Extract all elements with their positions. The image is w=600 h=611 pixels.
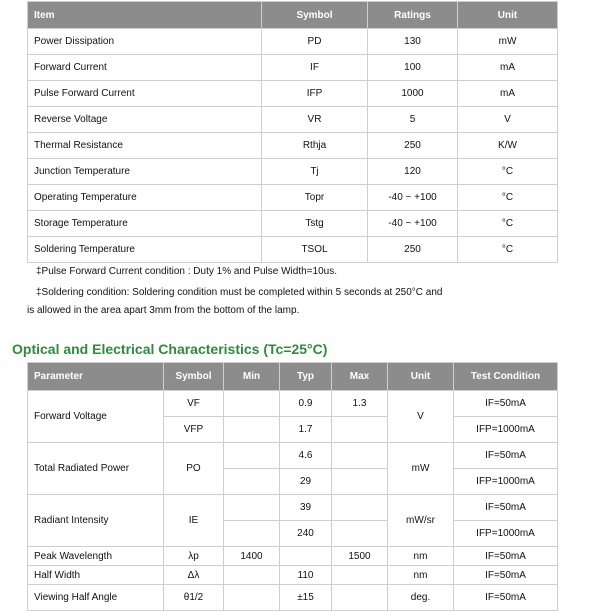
- cell-unit: V: [458, 107, 558, 133]
- cell-typ: 29: [280, 469, 332, 495]
- cell-min: [224, 585, 280, 611]
- cell-parameter: Half Width: [28, 566, 164, 585]
- cell-unit: V: [388, 391, 454, 443]
- table-row: [28, 133, 558, 159]
- cell-parameter: Peak Wavelength: [28, 547, 164, 566]
- cell-rating: 1000: [368, 81, 458, 107]
- table-row: [28, 443, 558, 469]
- cell-symbol: Topr: [262, 185, 368, 211]
- cell-unit: mW: [388, 443, 454, 495]
- cell-typ: [280, 547, 332, 566]
- table-row: [28, 107, 558, 133]
- header-symbol: Symbol: [262, 2, 368, 29]
- cell-symbol: VFP: [164, 417, 224, 443]
- cell-symbol: VF: [164, 391, 224, 417]
- table-row: [28, 185, 558, 211]
- pulse-current-note: ‡Pulse Forward Current condition : Duty 1% and Pulse Width=10us.: [36, 266, 337, 277]
- cell-rating: -40 ~ +100: [368, 211, 458, 237]
- cell-min: [224, 521, 280, 547]
- cell-rating: 250: [368, 237, 458, 263]
- header-symbol: Symbol: [164, 363, 224, 391]
- table-row: [28, 81, 558, 107]
- cell-min: [224, 469, 280, 495]
- cell-unit: deg.: [388, 585, 454, 611]
- cell-typ: 1.7: [280, 417, 332, 443]
- table-row: [28, 566, 558, 585]
- cell-min: [224, 391, 280, 417]
- cell-unit: mW: [458, 29, 558, 55]
- cell-max: [332, 495, 388, 521]
- cell-unit: °C: [458, 237, 558, 263]
- cell-condition: IFP=1000mA: [454, 521, 558, 547]
- cell-unit: nm: [388, 566, 454, 585]
- cell-unit: °C: [458, 185, 558, 211]
- cell-typ: 110: [280, 566, 332, 585]
- cell-symbol: VR: [262, 107, 368, 133]
- table-row: [28, 547, 558, 566]
- section-title: Optical and Electrical Characteristics (Tc=25°C): [12, 341, 328, 357]
- cell-typ: ±15: [280, 585, 332, 611]
- table-row: [28, 237, 558, 263]
- table-header-row: [28, 2, 558, 29]
- cell-condition: IFP=1000mA: [454, 417, 558, 443]
- cell-symbol: IE: [164, 495, 224, 547]
- cell-max: [332, 521, 388, 547]
- soldering-condition-note-continued: is allowed in the area apart 3mm from the bottom of the lamp.: [27, 305, 300, 316]
- optical-electrical-table: [27, 362, 558, 611]
- cell-item: Pulse Forward Current: [28, 81, 262, 107]
- cell-unit: °C: [458, 211, 558, 237]
- cell-unit: mA: [458, 81, 558, 107]
- cell-condition: IF=50mA: [454, 391, 558, 417]
- cell-item: Forward Current: [28, 55, 262, 81]
- header-ratings: Ratings: [368, 2, 458, 29]
- cell-unit: nm: [388, 547, 454, 566]
- header-unit: Unit: [388, 363, 454, 391]
- cell-typ: 4.6: [280, 443, 332, 469]
- table-row: [28, 391, 558, 417]
- cell-symbol: λp: [164, 547, 224, 566]
- cell-parameter: Radiant Intensity: [28, 495, 164, 547]
- soldering-condition-note: ‡Soldering condition: Soldering condition must be completed within 5 seconds at 250°C and: [36, 287, 443, 298]
- cell-item: Junction Temperature: [28, 159, 262, 185]
- cell-symbol: PO: [164, 443, 224, 495]
- cell-item: Storage Temperature: [28, 211, 262, 237]
- cell-min: [224, 417, 280, 443]
- cell-rating: 5: [368, 107, 458, 133]
- table-row: [28, 495, 558, 521]
- table-header-row: [28, 363, 558, 391]
- cell-max: [332, 469, 388, 495]
- header-max: Max: [332, 363, 388, 391]
- cell-unit: mW/sr: [388, 495, 454, 547]
- cell-symbol: Tj: [262, 159, 368, 185]
- header-test-condition: Test Condition: [454, 363, 558, 391]
- cell-min: [224, 443, 280, 469]
- cell-condition: IF=50mA: [454, 566, 558, 585]
- header-item: Item: [28, 2, 262, 29]
- cell-symbol: TSOL: [262, 237, 368, 263]
- cell-parameter: Forward Voltage: [28, 391, 164, 443]
- table-row: [28, 585, 558, 611]
- cell-max: [332, 417, 388, 443]
- cell-max: [332, 585, 388, 611]
- cell-item: Thermal Resistance: [28, 133, 262, 159]
- cell-symbol: IF: [262, 55, 368, 81]
- cell-min: [224, 566, 280, 585]
- cell-max: 1.3: [332, 391, 388, 417]
- cell-unit: K/W: [458, 133, 558, 159]
- cell-typ: 0.9: [280, 391, 332, 417]
- cell-symbol: Δλ: [164, 566, 224, 585]
- table-row: [28, 211, 558, 237]
- cell-symbol: Tstg: [262, 211, 368, 237]
- cell-item: Power Dissipation: [28, 29, 262, 55]
- cell-rating: 130: [368, 29, 458, 55]
- cell-symbol: PD: [262, 29, 368, 55]
- table-row: [28, 29, 558, 55]
- cell-rating: -40 ~ +100: [368, 185, 458, 211]
- cell-unit: mA: [458, 55, 558, 81]
- cell-condition: IF=50mA: [454, 585, 558, 611]
- cell-item: Reverse Voltage: [28, 107, 262, 133]
- cell-condition: IF=50mA: [454, 443, 558, 469]
- cell-typ: 240: [280, 521, 332, 547]
- cell-rating: 250: [368, 133, 458, 159]
- cell-max: [332, 443, 388, 469]
- table-row: [28, 55, 558, 81]
- cell-parameter: Total Radiated Power: [28, 443, 164, 495]
- cell-rating: 120: [368, 159, 458, 185]
- header-min: Min: [224, 363, 280, 391]
- cell-symbol: θ1/2: [164, 585, 224, 611]
- cell-rating: 100: [368, 55, 458, 81]
- cell-symbol: IFP: [262, 81, 368, 107]
- header-unit: Unit: [458, 2, 558, 29]
- cell-max: [332, 566, 388, 585]
- cell-max: 1500: [332, 547, 388, 566]
- cell-condition: IFP=1000mA: [454, 469, 558, 495]
- cell-condition: IF=50mA: [454, 495, 558, 521]
- absolute-ratings-table: [27, 1, 558, 263]
- cell-symbol: Rthja: [262, 133, 368, 159]
- cell-item: Soldering Temperature: [28, 237, 262, 263]
- table-row: [28, 159, 558, 185]
- cell-item: Operating Temperature: [28, 185, 262, 211]
- header-typ: Typ: [280, 363, 332, 391]
- header-parameter: Parameter: [28, 363, 164, 391]
- cell-parameter: Viewing Half Angle: [28, 585, 164, 611]
- cell-typ: 39: [280, 495, 332, 521]
- cell-unit: °C: [458, 159, 558, 185]
- cell-min: [224, 495, 280, 521]
- cell-condition: IF=50mA: [454, 547, 558, 566]
- cell-min: 1400: [224, 547, 280, 566]
